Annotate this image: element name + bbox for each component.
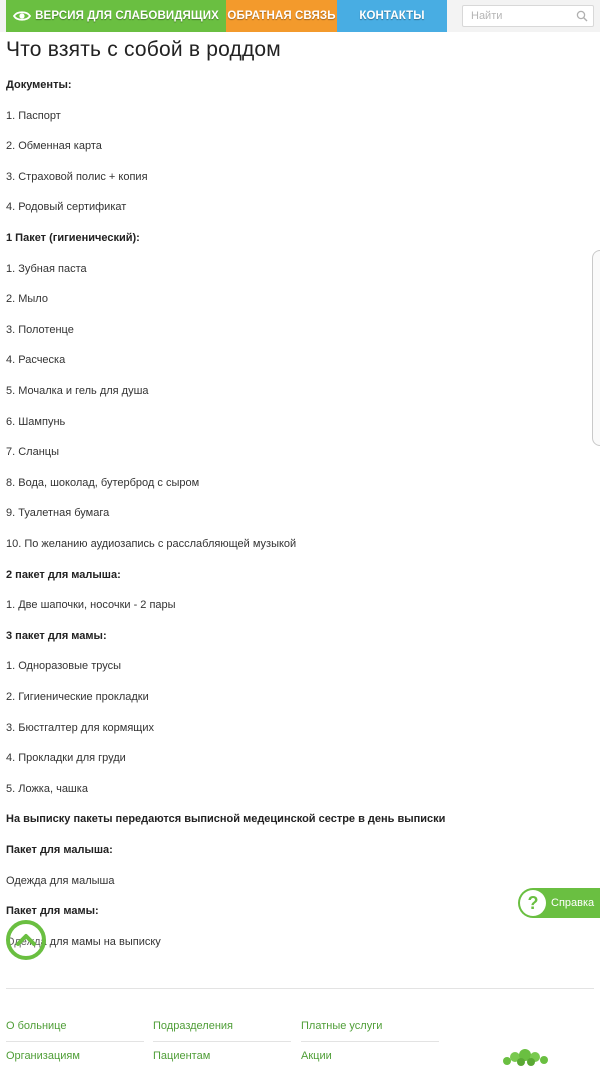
footer-link-patients[interactable]: Пациентам [153, 1050, 211, 1062]
footer-divider [6, 988, 594, 989]
list-item: 1. Две шапочки, носочки - 2 пары [6, 599, 176, 612]
feedback-button[interactable] [226, 0, 337, 32]
page-title: Что взять с собой в роддом [6, 38, 281, 61]
list-item: 4. Расческа [6, 354, 66, 367]
contacts-label: КОНТАКТЫ [359, 10, 425, 22]
section-heading: Пакет для малыша: [6, 844, 113, 856]
scroll-to-top-button[interactable] [6, 920, 46, 960]
list-item: 2. Гигиенические прокладки [6, 691, 149, 703]
list-item: 3. Полотенце [6, 323, 74, 336]
top-bar [0, 0, 600, 32]
section-heading: 2 пакет для малыша: [6, 568, 121, 581]
list-item: 5. Мочалка и гель для душа [6, 385, 149, 397]
feedback-label: ОБРАТНАЯ СВЯЗЬ [227, 10, 336, 22]
list-item: 3. Страховой полис + копия [6, 170, 148, 183]
list-item: 8. Вода, шоколад, бутерброд с сыром [6, 476, 200, 489]
list-item: 1. Одноразовые трусы [6, 660, 122, 673]
footer-link-departments[interactable]: Подразделения [153, 1020, 233, 1032]
footer-link-promotions[interactable]: Акции [301, 1050, 332, 1062]
list-item: 4. Родовый сертификат [6, 201, 127, 214]
list-item: 2. Обменная карта [6, 140, 102, 153]
section-heading: 3 пакет для мамы: [6, 629, 107, 642]
list-item: Одежда для малыша [6, 874, 115, 887]
list-item: Одежда для мамы на выписку [6, 935, 161, 948]
section-heading: На выписку пакеты передаются выписной медецинской сестре в день выписки [6, 813, 446, 826]
section-heading: Пакет для мамы: [6, 905, 99, 918]
list-item: 1. Паспорт [6, 109, 61, 122]
section-heading: Документы: [6, 79, 72, 91]
list-item: 5. Ложка, чашка [6, 782, 88, 795]
list-item: 6. Шампунь [6, 415, 66, 428]
footer-link-underline [153, 1041, 291, 1042]
question-icon: ? [520, 890, 546, 916]
help-label: Справка [551, 897, 595, 909]
footer-link-about[interactable]: О больнице [6, 1020, 67, 1032]
footer-link-underline [6, 1041, 144, 1042]
eye-icon [13, 10, 31, 22]
help-button[interactable] [518, 888, 600, 918]
contacts-button[interactable] [337, 0, 447, 32]
low-vision-version-button[interactable] [6, 0, 226, 32]
low-vision-version-label: ВЕРСИЯ ДЛЯ СЛАБОВИДЯЩИХ [35, 10, 219, 22]
list-item: 2. Мыло [6, 293, 48, 306]
tree-logo-icon [497, 1049, 559, 1066]
footer-link-organizations[interactable]: Организациям [6, 1050, 80, 1062]
footer-link-paid-services[interactable]: Платные услуги [301, 1020, 383, 1032]
list-item: 9. Туалетная бумага [6, 507, 110, 520]
side-panel-handle[interactable] [592, 250, 600, 446]
search-icon[interactable] [576, 10, 588, 22]
list-item: 3. Бюстгалтер для кормящих [6, 721, 154, 734]
search-box [462, 5, 594, 27]
list-item: 1. Зубная паста [6, 262, 87, 275]
footer-link-underline [301, 1041, 439, 1042]
section-heading: 1 Пакет (гигиенический): [6, 232, 140, 244]
list-item: 7. Сланцы [6, 446, 59, 459]
list-item: 4. Прокладки для груди [6, 752, 126, 765]
list-item: 10. По желанию аудиозапись с расслабляющей музыкой [6, 538, 297, 550]
search-input[interactable] [463, 6, 563, 26]
chevron-up-icon [14, 928, 38, 952]
